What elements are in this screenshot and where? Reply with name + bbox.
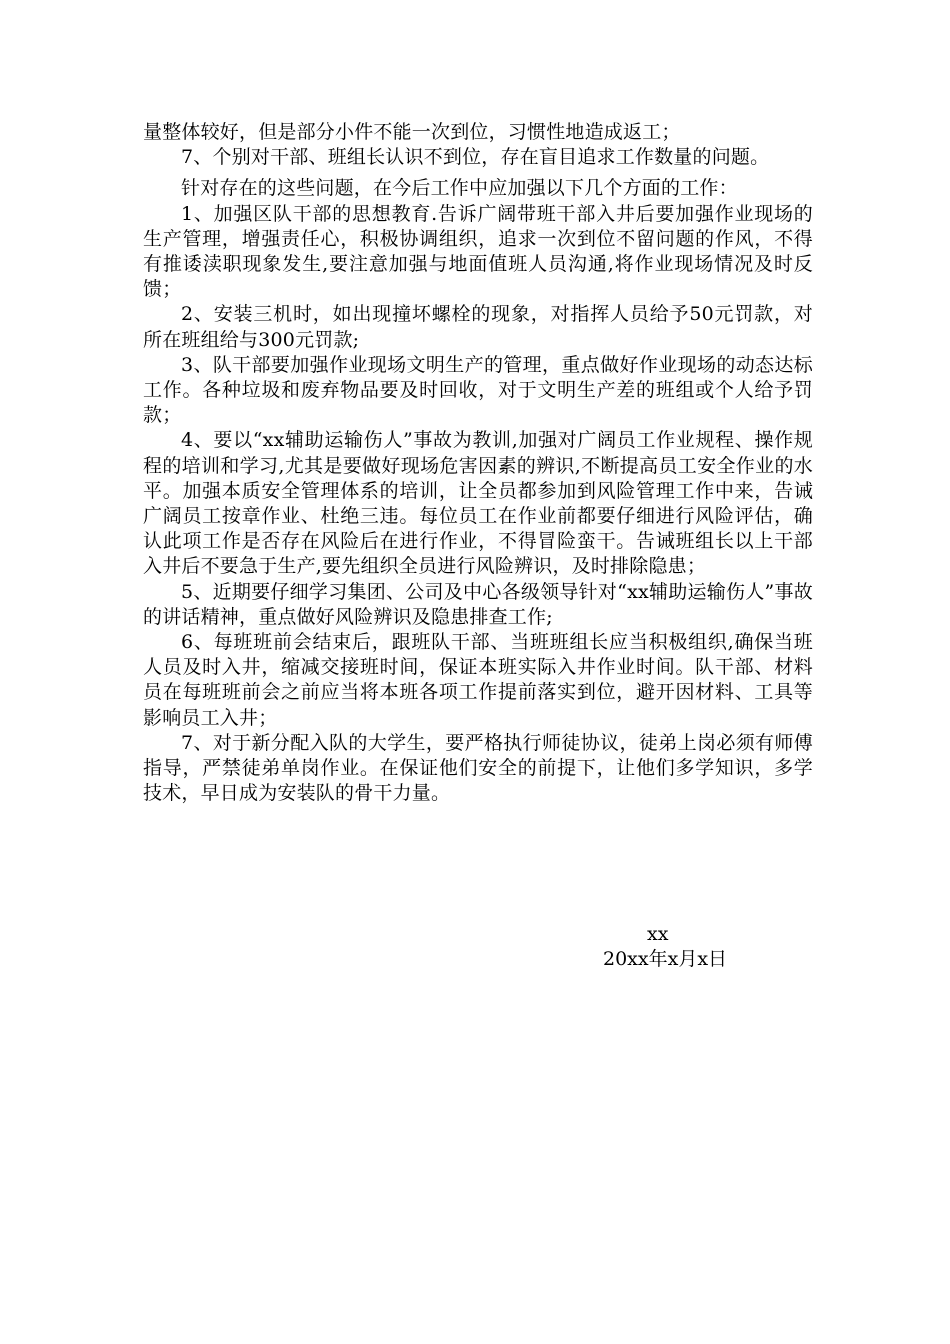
- paragraph-measure-5: 5、近期要仔细学习集团、公司及中心各级领导针对“xx辅助运输伤人”事故的讲话精神，重点做好风险辨识及隐患排查工作;: [143, 580, 813, 628]
- paragraph-measure-3: 3、队干部要加强作业现场文明生产的管理，重点做好作业现场的动态达标工作。各种垃圾和废弃物品要及时回收，对于文明生产差的班组或个人给予罚款；: [143, 353, 813, 427]
- paragraph-measure-6: 6、每班班前会结束后，跟班队干部、当班班组长应当积极组织,确保当班人员及时入井，缩减交接班时间，保证本班实际入井作业时间。队干部、材料员在每班班前会之前应当将本班各项工作提前落实到位，避开因材料、工具等影响员工入井；: [143, 631, 813, 729]
- signature-date: 20xx年x月x日: [603, 948, 728, 971]
- paragraph-measure-7: 7、对于新分配入队的大学生，要严格执行师徒协议，徒弟上岗必须有师傅指导，严禁徒弟单岗作业。在保证他们安全的前提下，让他们多学知识，多学技术，早日成为安装队的骨干力量。: [143, 731, 813, 805]
- signature-name: xx: [647, 923, 669, 945]
- signature-block: [143, 922, 813, 972]
- document-body: [143, 120, 813, 806]
- paragraph-measures-intro: 针对存在的这些问题，在今后工作中应加强以下几个方面的工作：: [181, 177, 738, 200]
- paragraph-measure-1: 1、加强区队干部的思想教育.告诉广阔带班干部入井后要加强作业现场的生产管理，增强责任心，积极协调组织，追求一次到位不留问题的作风，不得有推诿渎职现象发生,要注意加强与地面值班人员沟通,将作业现场情况及时反馈；: [143, 202, 813, 301]
- paragraph-continuation: 量整体较好，但是部分小件不能一次到位，习惯性地造成返工；: [143, 121, 681, 143]
- paragraph-measure-2: 2、安装三机时，如出现撞坏螺栓的现象，对指挥人员给予50元罚款，对所在班组给与300元罚款;: [143, 303, 813, 351]
- paragraph-measure-4: 4、要以“xx辅助运输伤人”事故为教训,加强对广阔员工作业规程、操作规程的培训和学习,尤其是要做好现场危害因素的辨识,不断提高员工安全作业的水平。加强本质安全管理体系的培训，让全员都参加到风险管理工作中来，告诫广阔员工按章作业、杜绝三违。每位员工在作业前都要仔细进行风险评估，确认此项工作是否存在风险后在进行作业，不得冒险蛮干。告诫班组长以上干部入井后不要急于生产,要先组织全员进行风险辨识，及时排除隐患；: [143, 429, 813, 578]
- paragraph-issue-7: 7、个别对干部、班组长认识不到位，存在盲目追求工作数量的问题。: [181, 146, 770, 169]
